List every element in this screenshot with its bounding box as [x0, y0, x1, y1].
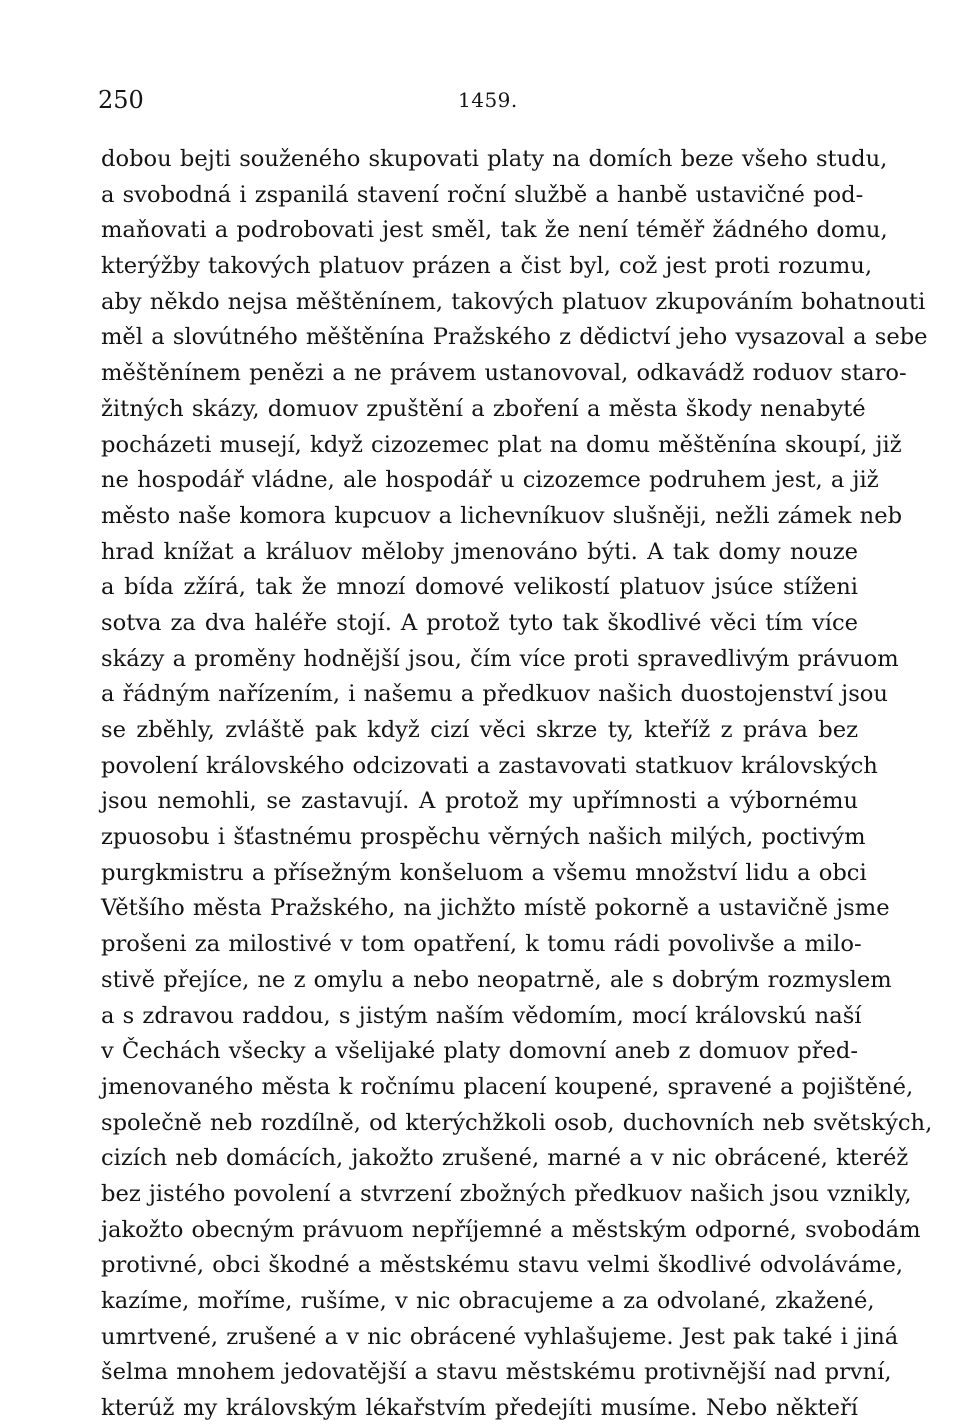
text-line: stivě přejíce, ne z omylu a nebo neopatrně, ale s dobrým rozmyslem [101, 966, 892, 993]
text-line: purgkmistru a přísežným konšeluom a všemu množství lidu a obci [101, 859, 867, 886]
page-number: 250 [98, 86, 144, 114]
text-line: prošeni za milostivé v tom opatření, k tomu rádi povolivše a milo- [101, 931, 862, 958]
text-line: kterýžby takových platuov prázen a čist byl, což jest proti rozumu, [101, 253, 873, 280]
text-line: povolení královského odcizovati a zastavovati statkuov královských [101, 752, 878, 779]
text-line: v Čechách všecky a všelijaké platy domovní aneb z domuov před- [101, 1038, 858, 1065]
text-line: maňovati a podrobovati jest směl, tak že není téměř žádného domu, [101, 217, 888, 244]
text-line: sotva za dva haléře stojí. A protož tyto tak škodlivé věci tím více [101, 609, 858, 636]
text-line: a bída zžírá, tak že mnozí domové velikostí platuov jsúce stíženi [101, 574, 858, 601]
text-line: jmenovaného města k ročnímu placení koupené, spravené a pojištěné, [101, 1073, 914, 1100]
page-header [98, 84, 858, 116]
text-line: umrtvené, zrušené a v nic obrácené vyhlašujeme. Jest pak také i jiná [101, 1323, 899, 1350]
text-line: ne hospodář vládne, ale hospodář u cizozemce podruhem jest, a již [101, 467, 879, 494]
text-line: město naše komora kupcuov a lichevníkuov slušněji, nežli zámek neb [101, 502, 903, 529]
text-line: měštěnínem penězi a ne právem ustanovoval, odkavádž roduov staro- [101, 360, 907, 387]
text-line: a řádným nařízením, i našemu a předkuov našich duostojenství jsou [101, 681, 888, 708]
text-line: šelma mnohem jedovatější a stavu městskému protivnější nad první, [101, 1359, 892, 1386]
text-line: zpuosobu i šťastnému prospěchu věrných našich milých, poctivým [101, 824, 866, 851]
text-line: měl a slovútného měštěnína Pražského z dědictví jeho vysazoval a sebe [101, 324, 928, 351]
text-line: dobou bejti souženého skupovati platy na domích beze všeho studu, [101, 146, 888, 172]
text-line: pocházeti musejí, když cizozemec plat na domu měštěnína skoupí, již [101, 431, 902, 458]
text-line: a s zdravou raddou, s jistým naším vědomím, mocí královskú naší [101, 1002, 862, 1029]
text-line: Většího města Pražského, na jichžto místě pokorně a ustavičně jsme [101, 895, 890, 922]
text-line: jsou nemohli, se zastavují. A protož my upřímnosti a výbornému [101, 788, 858, 815]
text-line: aby někdo nejsa měštěnínem, takových platuov zkupováním bohatnouti [101, 288, 926, 315]
text-line: kazíme, moříme, rušíme, v nic obracujeme a za odvolané, zkažené, [101, 1288, 875, 1314]
body-text [101, 142, 933, 1427]
text-line: žitných skázy, domuov zpuštění a zboření a města škody nenabyté [101, 395, 866, 422]
text-line: skázy a proměny hodnější jsou, čím více proti spravedlivým právuom [101, 645, 899, 672]
text-line: jakožto obecným právuom nepříjemné a městským odporné, svobodám [101, 1216, 921, 1243]
text-line: se zběhly, zvláště pak když cizí věci skrze ty, kteříž z práva bez [101, 717, 858, 743]
text-line: a svobodná i zspanilá stavení roční službě a hanbě ustavičné pod- [101, 181, 864, 208]
text-line: kterúž my královským lékařstvím předejíti musíme. Nebo někteří [101, 1395, 858, 1422]
text-line: cizích neb domácích, jakožto zrušené, marné a v nic obrácené, kteréž [101, 1145, 909, 1172]
text-line: protivné, obci škodné a městskému stavu velmi škodlivé odvoláváme, [101, 1252, 904, 1279]
text-line: společně neb rozdílně, od kterýchžkoli osob, duchovních neb světských, [101, 1109, 933, 1136]
running-head-year: 1459. [458, 88, 518, 112]
text-line: hrad knížat a králuov měloby jmenováno býti. A tak domy nouze [101, 538, 858, 565]
text-line: bez jistého povolení a stvrzení zbožných předkuov našich jsou vznikly, [101, 1180, 912, 1207]
